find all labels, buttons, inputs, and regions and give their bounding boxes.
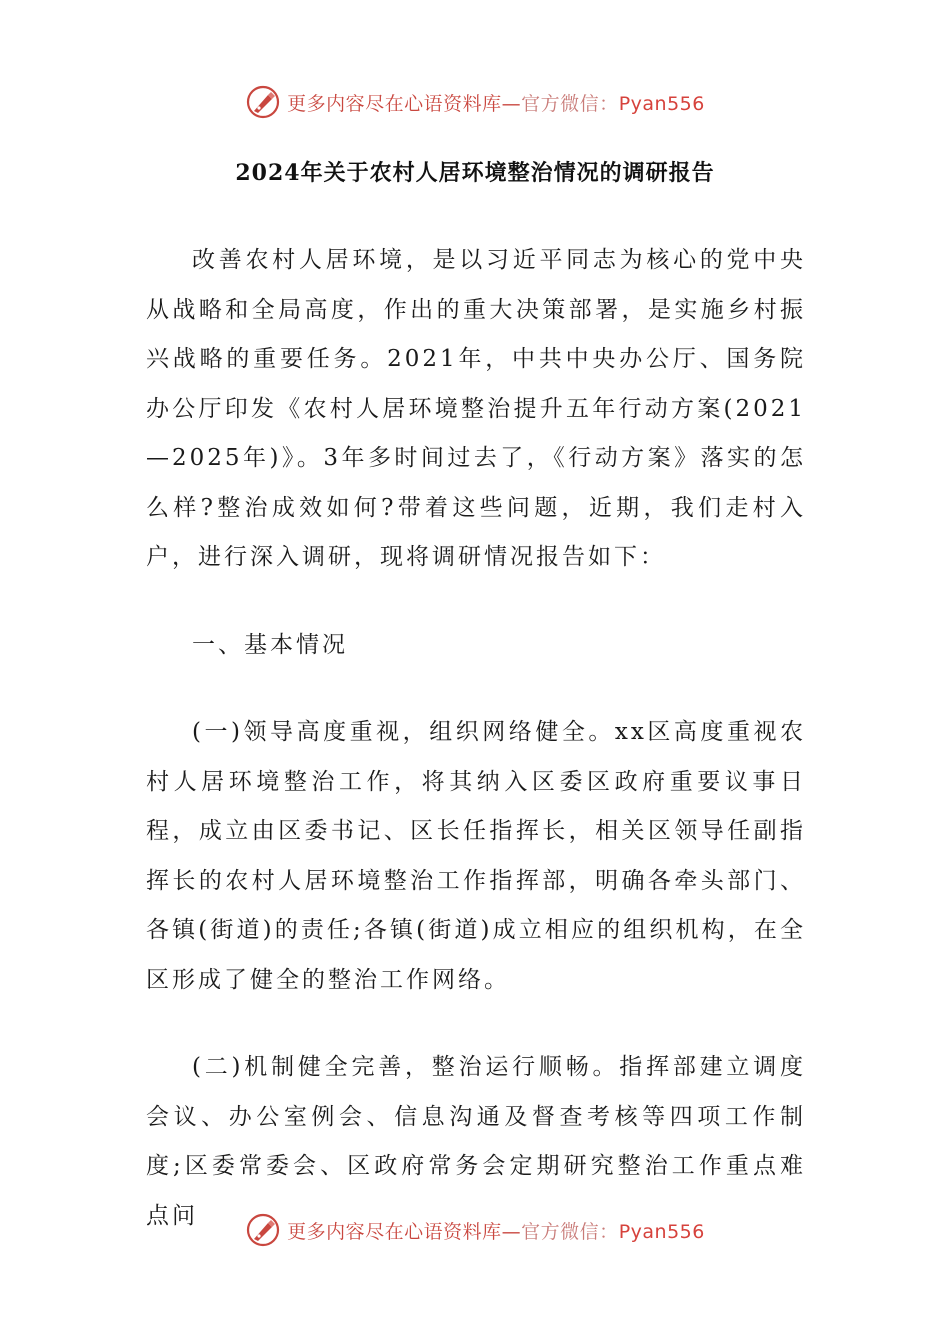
watermark-wechat-id: Pyan556: [618, 1220, 705, 1243]
watermark-chinese: 更多内容尽在心语资料库—: [287, 1220, 522, 1243]
watermark-header: [0, 84, 950, 120]
watermark-text: [287, 1217, 705, 1244]
document-body: [146, 236, 806, 1241]
watermark-wechat-label: 官方微信：: [521, 1220, 619, 1243]
intro-paragraph: 改善农村人居环境，是以习近平同志为核心的党中央从战略和全局高度，作出的重大决策部署，是实施乡村振兴战略的重要任务。2021年，中共中央办公厅、国务院办公厅印发《农村人居环境整治提升五年行动方案(2021—2025年)》。3年多时间过去了，《行动方案》落实的怎么样?整治成效如何?带着这些问题，近期，我们走村入户，进行深入调研，现将调研情况报告如下：: [146, 247, 806, 570]
paragraph-2: (二)机制健全完善，整治运行顺畅。指挥部建立调度会议、办公室例会、信息沟通及督查考核等四项工作制度;区委常委会、区政府常务会定期研究整治工作重点难点问: [146, 1054, 806, 1229]
watermark-wechat-id: Pyan556: [618, 92, 705, 115]
watermark-footer: [0, 1212, 950, 1248]
watermark-text: [287, 89, 705, 116]
watermark-wechat-label: 官方微信：: [521, 92, 619, 115]
pen-nib-logo-icon: [245, 1212, 281, 1248]
document-title: 2024年关于农村人居环境整治情况的调研报告: [235, 160, 715, 186]
paragraph-1: (一)领导高度重视，组织网络健全。xx区高度重视农村人居环境整治工作，将其纳入区委区政府重要议事日程，成立由区委书记、区长任指挥长，相关区领导任副指挥长的农村人居环境整治工作指挥部，明确各牵头部门、各镇(街道)的责任;各镇(街道)成立相应的组织机构，在全区形成了健全的整治工作网络。: [146, 719, 806, 993]
watermark-chinese: 更多内容尽在心语资料库—: [287, 92, 522, 115]
pen-nib-logo-icon: [245, 84, 281, 120]
section-heading: 一、基本情况: [192, 631, 348, 658]
